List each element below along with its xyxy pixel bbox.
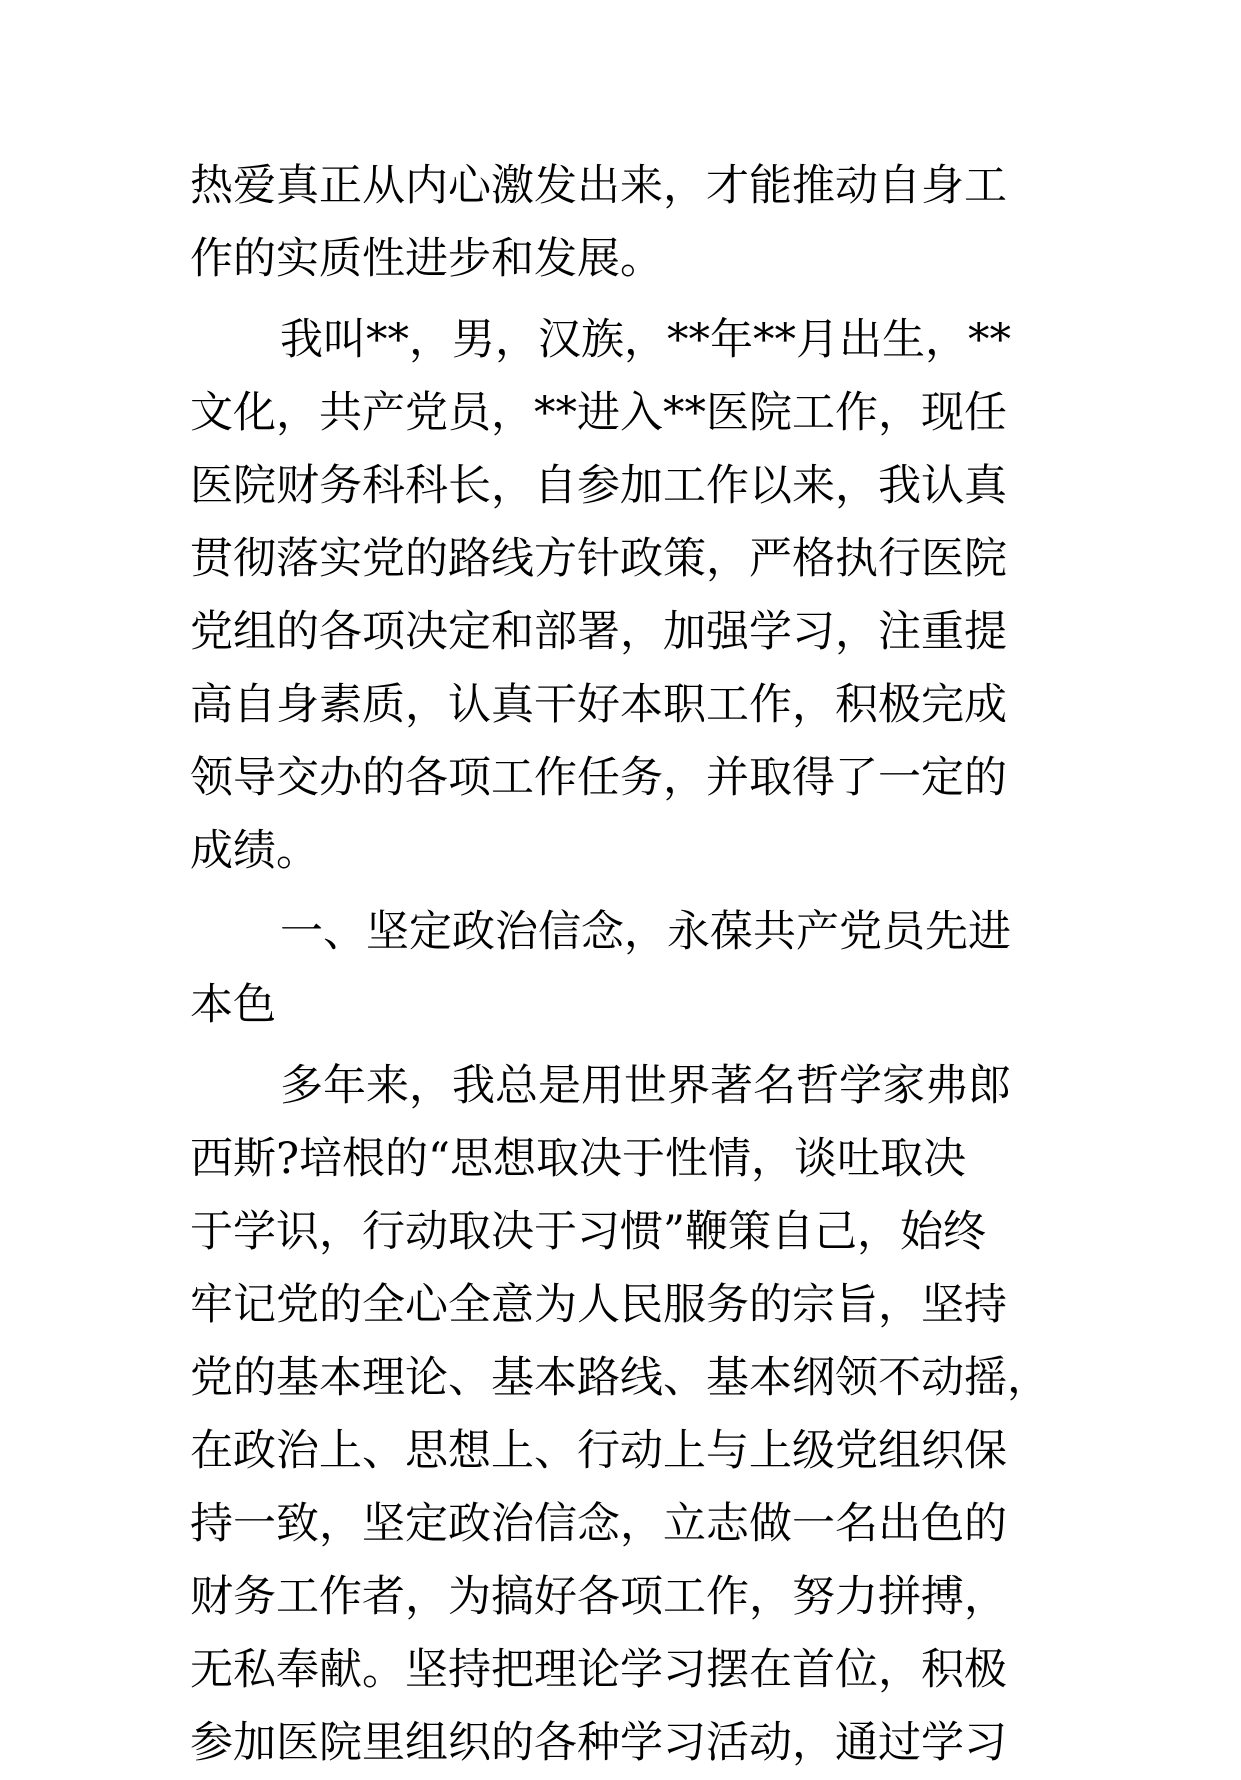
section-heading-line: 一、坚定政治信念，永葆共产党员先进: [280, 907, 1011, 957]
text-line: 参加医院里组织的各种学习活动，通过学习: [190, 1718, 1007, 1768]
text-line: 在政治上、思想上、行动上与上级党组织保: [190, 1426, 1007, 1476]
text-line: 牢记党的全心全意为人民服务的宗旨，坚持: [190, 1280, 1007, 1330]
text-line: 贯彻落实党的路线方针政策，严格执行医院: [190, 534, 1007, 584]
paragraph-start-line: 我叫**，男，汉族，**年**月出生，**: [280, 315, 1011, 365]
text-line: 成绩。: [190, 826, 319, 876]
text-line: 作的实质性进步和发展。: [190, 234, 663, 284]
text-line: 党组的各项决定和部署，加强学习，注重提: [190, 607, 1007, 657]
text-line: 医院财务科科长，自参加工作以来，我认真: [190, 461, 1007, 511]
text-line: 无私奉献。坚持把理论学习摆在首位，积极: [190, 1645, 1007, 1695]
text-line: 党的基本理论、基本路线、基本纲领不动摇，: [190, 1353, 1050, 1403]
document-body: [190, 150, 1070, 1780]
text-line: 文化，共产党员，**进入**医院工作，现任: [190, 388, 1007, 438]
text-line: 西斯?培根的“思想取决于性情，谈吐取决: [190, 1134, 967, 1184]
text-line: 于学识，行动取决于习惯”鞭策自己，始终: [190, 1207, 986, 1257]
text-line: 领导交办的各项工作任务，并取得了一定的: [190, 753, 1007, 803]
text-line: 热爱真正从内心激发出来，才能推动自身工: [190, 161, 1007, 211]
paragraph-start-line: 多年来，我总是用世界著名哲学家弗郎: [280, 1061, 1011, 1111]
text-line: 财务工作者，为搞好各项工作，努力拼搏，: [190, 1572, 1007, 1622]
text-line: 高自身素质，认真干好本职工作，积极完成: [190, 680, 1007, 730]
text-line: 持一致，坚定政治信念，立志做一名出色的: [190, 1499, 1007, 1549]
section-heading-line: 本色: [190, 980, 276, 1030]
